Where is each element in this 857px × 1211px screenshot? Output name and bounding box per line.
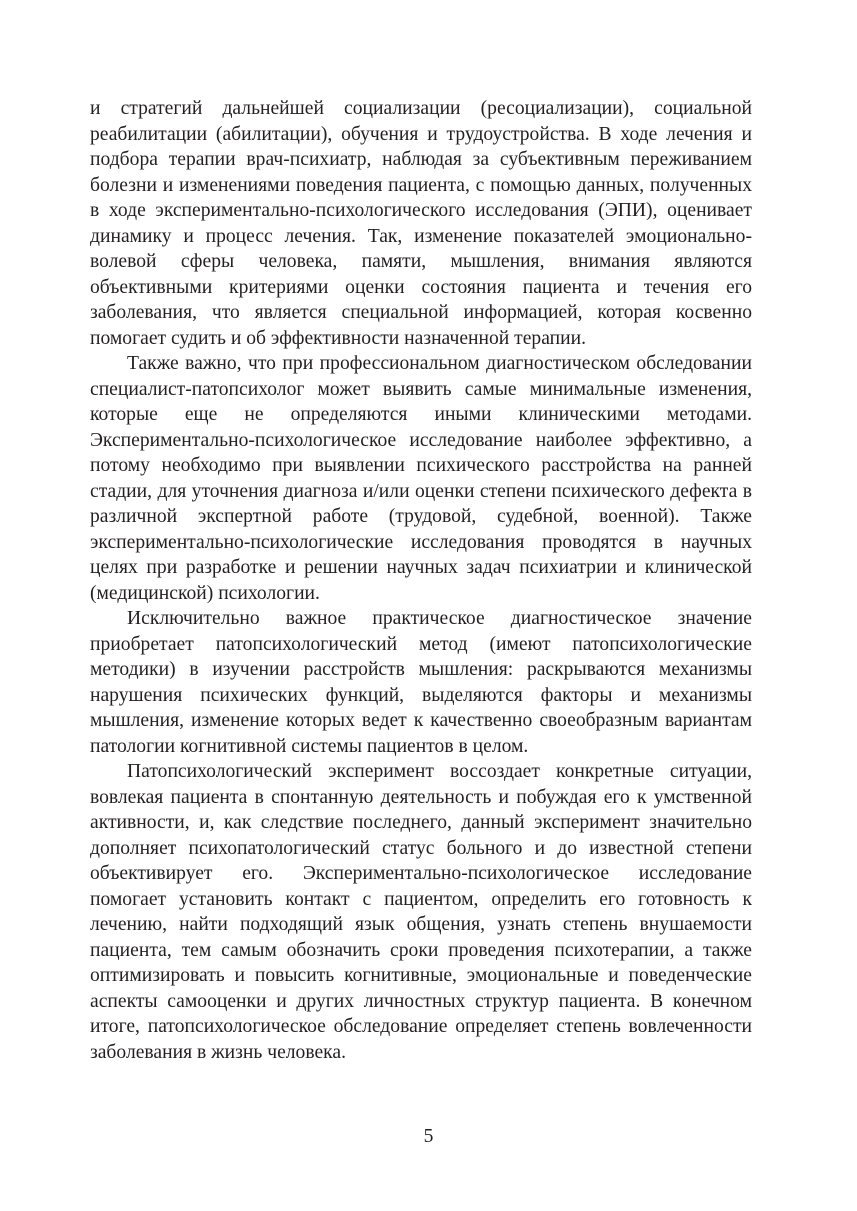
paragraph-professional-diagnostics: Также важно, что при профессиональном диагностическом обследовании специалист-патопсихолог может выявить самые минимальные изменения, которые еще не определяются иными клиническими методами. Экспериментально-психологическое исследование наиболее эффективно, а потому необходимо при выявлении психического расстройства на ранней стадии, для уточнения диагноза и/или оценки степени психического дефекта в различной экспертной работе (трудовой, судебной, военной). Также экспериментально-психологические исследования проводятся в научных целях при разработке и решении научных задач психиатрии и клинической (медицинской) психологии. (90, 353, 752, 604)
body-text (90, 96, 752, 1065)
page-number: 5 (423, 1126, 434, 1147)
paragraph-continuation: и стратегий дальнейшей социализации (ресоциализации), социальной реабилитации (абилитации), обучения и трудоустройства. В ходе лечения и подбора терапии врач-психиатр, наблюдая за субъективным переживанием болезни и изменениями поведения пациента, с помощью данных, полученных в ходе экспериментально-психологического исследования (ЭПИ), оценивает динамику и процесс лечения. Так, изменение показателей эмоционально-волевой сферы человека, памяти, мышления, внимания являются объективными критериями оценки состояния пациента и течения его заболевания, что является специальной информацией, которая косвенно помогает судить и об эффективности назначенной терапии. (90, 98, 752, 349)
paragraph-pathopsychological-method: Исключительно важное практическое диагностическое значение приобретает патопсихологический метод (имеют патопсихологические методики) в изучении расстройств мышления: раскрываются механизмы нарушения психических функций, выделяются факторы и механизмы мышления, изменение которых ведет к качественно своеобразным вариантам патологии когнитивной системы пациентов в целом. (90, 608, 752, 757)
paragraph-pathopsychological-experiment: Патопсихологический эксперимент воссоздает конкретные ситуации, вовлекая пациента в спонтанную деятельность и побуждая его к умственной активности, и, как следствие последнего, данный эксперимент значительно дополняет психопатологический статус больного и до известной степени объективирует его. Экспериментально-психологическое исследование помогает установить контакт с пациентом, определить его готовность к лечению, найти подходящий язык общения, узнать степень внушаемости пациента, тем самым обозначить сроки проведения психотерапии, а также оптимизировать и повысить когнитивные, эмоциональные и поведенческие аспекты самооценки и других личностных структур пациента. В конечном итоге, патопсихологическое обследование определяет степень вовлеченности заболевания в жизнь человека. (90, 761, 752, 1063)
